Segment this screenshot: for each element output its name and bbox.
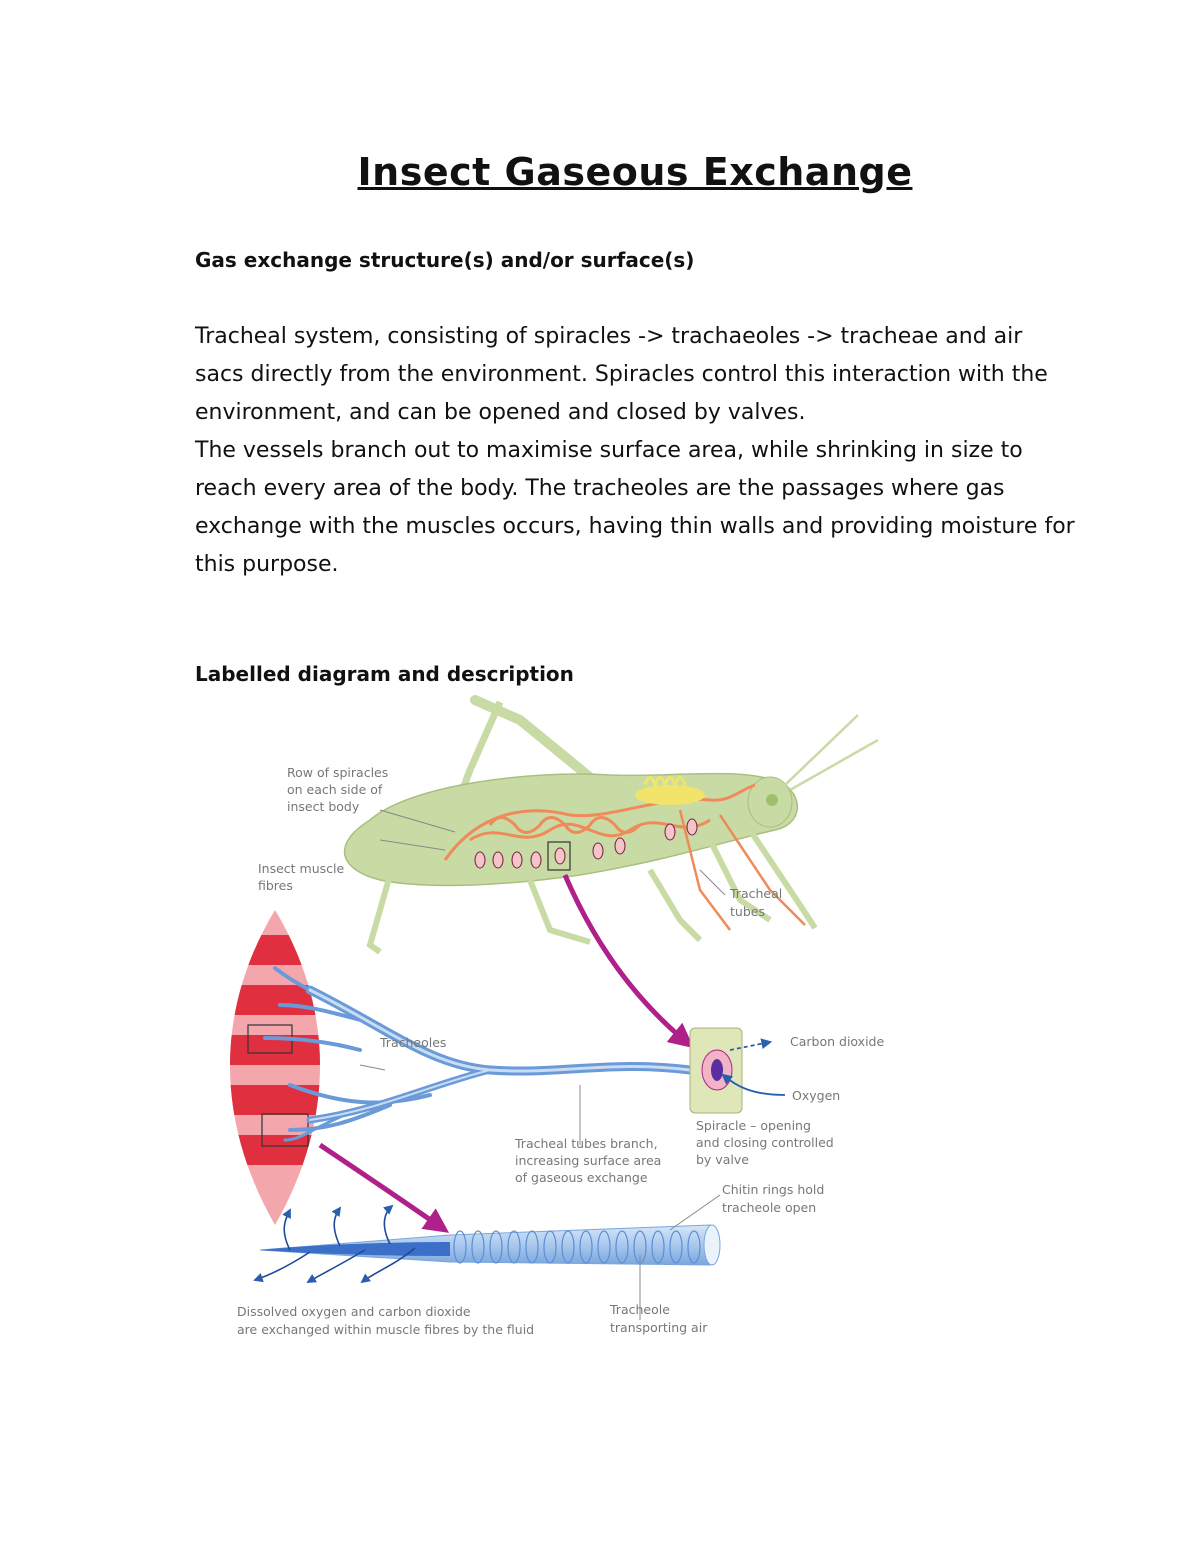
muscle-fibre-icon: [230, 910, 330, 1225]
tracheole-tube-icon: [255, 1206, 720, 1282]
page-title: Insect Gaseous Exchange: [357, 150, 913, 194]
label-muscle-fibres-2: fibres: [258, 878, 293, 893]
spiracle-closeup: [690, 1028, 785, 1113]
label-dissolved-2: are exchanged within muscle fibres by the fluid: [237, 1322, 535, 1337]
label-branching-3: of gaseous exchange: [515, 1170, 648, 1185]
label-tracheole-air-1: Tracheole: [610, 1302, 670, 1317]
label-branching-2: increasing surface area: [515, 1153, 662, 1168]
svg-text:Chitin rings holdtracheole ope: [722, 1182, 824, 1215]
label-tracheal-tubes-2: tubes: [730, 904, 765, 919]
svg-text:Tracheal tubes branch,increasi: [514, 1136, 661, 1185]
label-spiracle-valve-1: Spiracle – opening: [696, 1118, 811, 1133]
section-heading-gas-exchange: Gas exchange structure(s) and/or surface(s): [195, 248, 695, 272]
label-tracheole-air-2: transporting air: [610, 1320, 708, 1335]
label-branching-1: Tracheal tubes branch,: [515, 1136, 658, 1151]
label-oxygen: Oxygen: [792, 1088, 841, 1103]
arrow-tracheole-zoom: [320, 1145, 445, 1230]
label-spiracle-valve-2: and closing controlled: [696, 1135, 834, 1150]
label-muscle-fibres-1: Insect muscle: [258, 861, 345, 876]
paragraph-tracheal-system: Tracheal system, consisting of spiracles -> trachaeoles -> tracheae and air sacs directly from the environment. Spiracles control this interaction with the environment, and can be opened and closed by valves.: [195, 324, 1048, 425]
insect-tracheal-diagram: [230, 690, 910, 1360]
svg-text:Tracheoletransporting air: [609, 1302, 708, 1335]
svg-text:Spiracle – openingand closing: [696, 1118, 834, 1167]
label-chitin-rings-2: tracheole open: [722, 1200, 817, 1215]
section-heading-diagram: Labelled diagram and description: [195, 662, 574, 686]
description-text: [195, 318, 1075, 584]
svg-text:Row of spiracleson each side o: [287, 765, 388, 814]
svg-text:Insect musclefibres: [258, 861, 345, 893]
label-spiracle-valve-3: by valve: [696, 1152, 749, 1167]
label-spiracles-row-2: on each side of: [287, 782, 383, 797]
svg-text:Dissolved oxygen and carbon di: [237, 1304, 534, 1337]
label-spiracles-row-1: Row of spiracles: [287, 765, 389, 780]
tracheal-branches: [265, 968, 690, 1140]
label-dissolved-1: Dissolved oxygen and carbon dioxide: [237, 1304, 471, 1319]
label-tracheoles: Tracheoles: [380, 1035, 447, 1050]
label-tracheal-tubes-1: Tracheal: [730, 886, 783, 901]
paragraph-vessels: The vessels branch out to maximise surface area, while shrinking in size to reach every area of the body. The tracheoles are the passages where gas exchange with the muscles occurs, having thin walls and providing moisture for this purpose.: [195, 438, 1075, 577]
svg-text:Trachealtubes: [729, 886, 782, 919]
label-spiracles-row-3: insect body: [287, 799, 360, 814]
grasshopper-icon: [345, 700, 878, 952]
label-chitin-rings-1: Chitin rings hold: [722, 1182, 825, 1197]
label-carbon-dioxide: Carbon dioxide: [790, 1034, 885, 1049]
